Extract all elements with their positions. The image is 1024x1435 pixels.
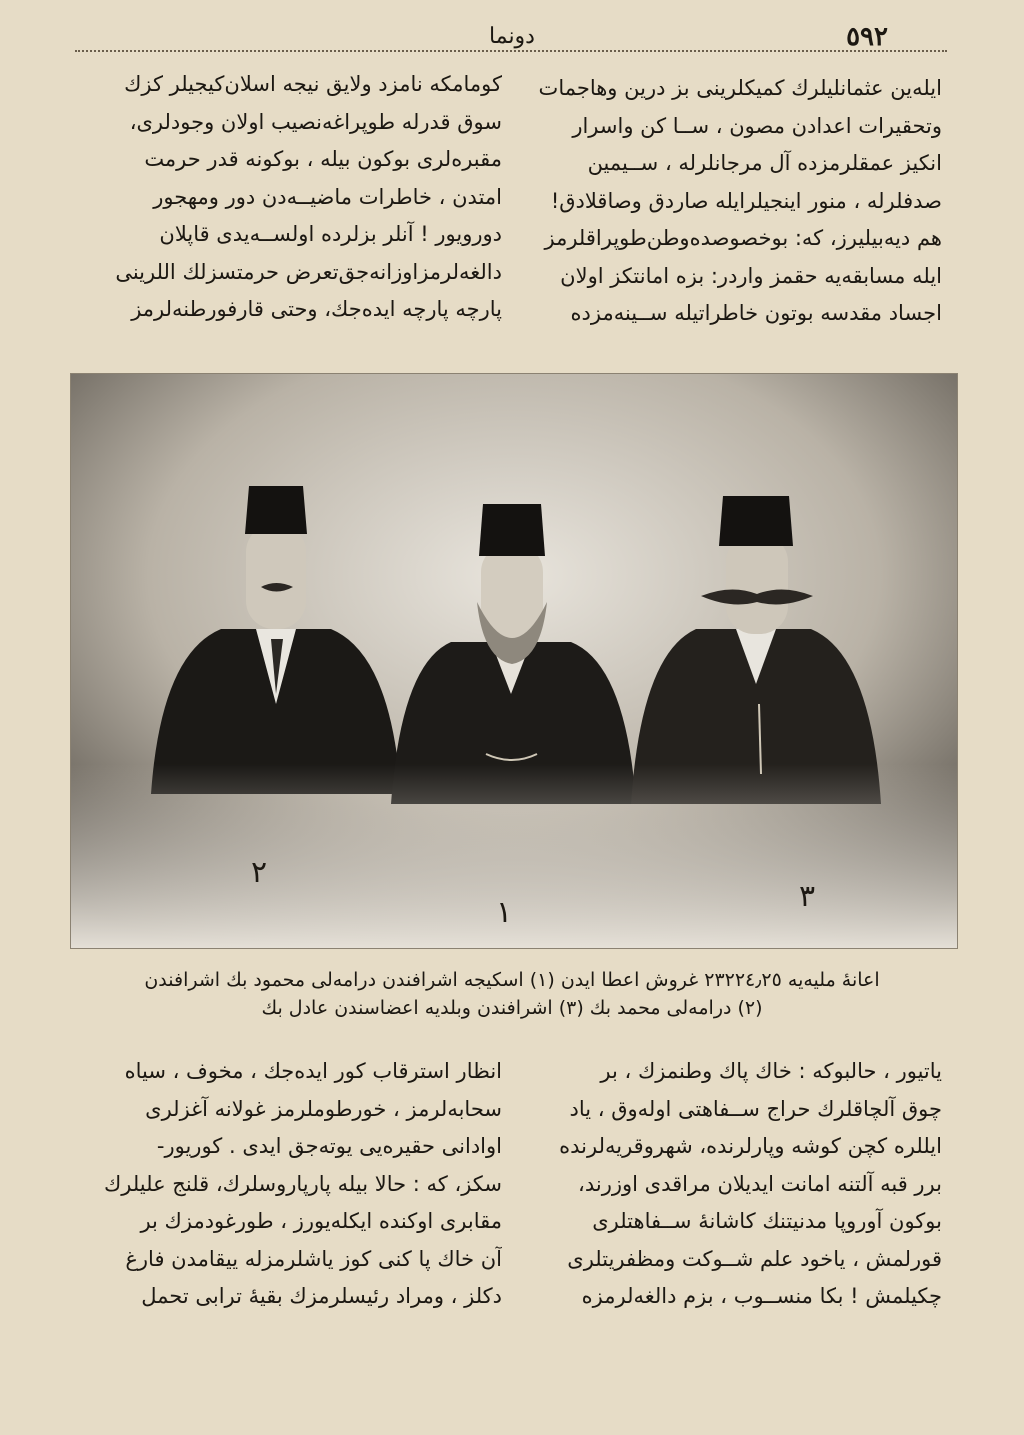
- text-line: اوادانی حقیره‌یی یوته‌جق ایدی . كوریور-: [156, 1134, 502, 1158]
- text-line: سوق قدرله طوپراغه‌نصیب اولان وجودلری،: [129, 109, 502, 134]
- text-line: بوكون آوروپا مدنیتنك كاشانهٔ ســفاهتلری: [592, 1209, 942, 1233]
- text-line: كومامكه نامزد ولایق نیجه اسلان‌كیجیلر كزك: [124, 72, 502, 96]
- text-line: سحابه‌لرمز ، خورطوملرمز غولانه آغزلری: [145, 1096, 502, 1121]
- text-line: پارچه پارچه ایده‌جك، وحتی قارفورطنه‌لرمز: [131, 297, 502, 321]
- text-line: چكیلمش ! بكا منســوب ، بزم دالغه‌لرمزه: [581, 1284, 942, 1308]
- text-line: اجساد مقدسه بوتون خاطراتیله ســینه‌مزده: [570, 301, 942, 325]
- photo-caption: [110, 966, 914, 1022]
- text-line: سكز، كه : حالا بیله پارپاروسلرك، قلنج علیلرك: [103, 1171, 502, 1196]
- text-line: مقابری اوكنده ایكله‌یورز ، طورغودمزك بر: [140, 1209, 502, 1233]
- text-line: ایللره كچن كوشه وپارلرنده، شهروقریه‌لرنده: [559, 1134, 942, 1158]
- text-line: چوق آلچاقلرك حراج ســفاهتی اوله‌وق ، یاد: [569, 1096, 942, 1121]
- caption-line-2: (٢) درامه‌لی محمد بك (٣) اشرافندن وبلدیه اعضاسندن عادل بك: [261, 997, 763, 1019]
- text-line: امتدن ، خاطرات ماضیــه‌دن دور ومهجور: [153, 184, 502, 209]
- text-line: وتحقیرات اعدادن مصون ، ســا كن واسرار: [572, 113, 942, 138]
- header-rule: [75, 50, 947, 52]
- text-line: دورویور ! آنلر بزلرده اولســه‌یدی قاپلان: [159, 222, 502, 246]
- text-line: قورلمش ، یاخود علم شــوكت ومظفریتلری: [567, 1246, 942, 1271]
- text-column-bottom-right: [532, 1053, 942, 1316]
- text-line: برر قبه آلتنه امانت ایدیلان مراقدی اوزرند،: [578, 1171, 942, 1196]
- portrait-photograph: [70, 373, 958, 949]
- portrait-illustration: [71, 374, 957, 948]
- text-line: ایله مسابقه‌یه حقمز واردر: بزه امانتكز اولان: [560, 263, 942, 288]
- text-line: هم دیه‌بیلیرز، كه: بوخصوصده‌وطن‌طوپراقلرمز: [544, 226, 942, 250]
- page-number: ٥٩٢: [846, 22, 888, 52]
- text-line: دالغه‌لرمزاوزانه‌جق‌تعرض حرمتسزلك اللرینی: [115, 259, 502, 284]
- text-column-top-left: [82, 66, 502, 329]
- caption-line-1: اعانهٔ ملیه‌یه ٢٣٢٢٤٫٢٥ غروش اعطا ایدن (١) اسكیجه اشرافندن درامه‌لی محمود بك اشرافندن: [144, 969, 880, 991]
- photo-number-left: ٢: [251, 855, 268, 890]
- journal-title: دونما: [489, 24, 535, 49]
- text-line: دكلز ، ومراد رئیسلرمزك بقیهٔ ترابی تحمل: [141, 1284, 502, 1308]
- photo-number-center: ١: [496, 895, 513, 930]
- text-line: انكیز عمقلرمزده آل مرجانلرله ، ســیمین: [587, 151, 942, 175]
- text-line: انظار استرقاب كور ایده‌جك ، مخوف ، سیاه: [124, 1059, 502, 1083]
- text-line: ایله‌ین عثمانلیلرك كمیكلرینی بز درین وهاجمات: [538, 76, 942, 100]
- text-line: مقبره‌لری بوكون بیله ، بوكونه قدر حرمت: [144, 147, 502, 171]
- text-column-bottom-left: [82, 1053, 502, 1316]
- photo-number-right: ٣: [799, 879, 816, 914]
- text-line: آن خاك پا كنی كوز یاشلرمزله ییقامدن فارغ: [125, 1246, 502, 1271]
- text-line: یاتیور ، حالبوكه : خاك پاك وطنمزك ، بر: [600, 1059, 942, 1083]
- text-column-top-right: [532, 70, 942, 333]
- text-line: صدفلرله ، منور اینجیلرایله صاردق وصاقلادق!: [550, 188, 942, 213]
